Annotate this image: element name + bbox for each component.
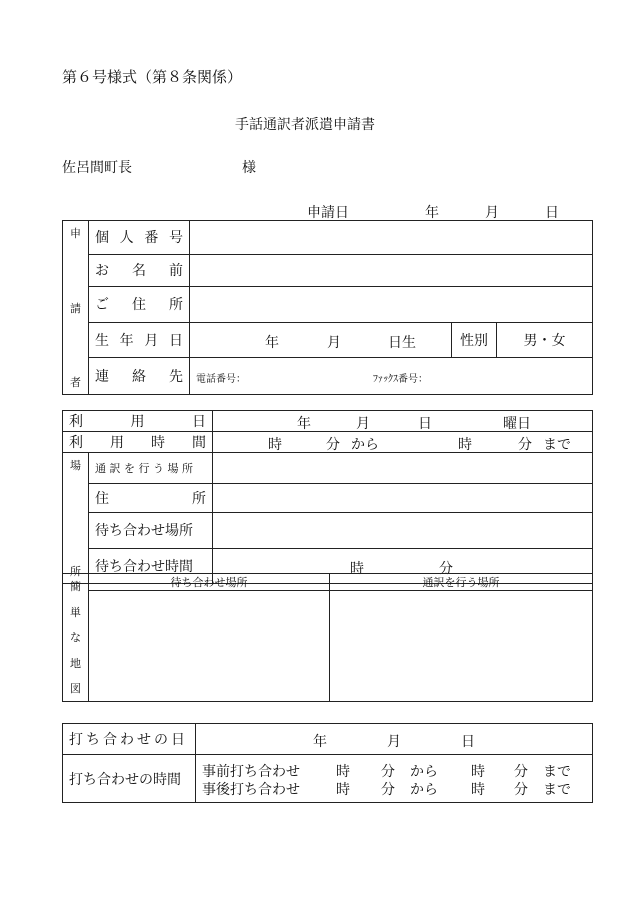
phone-label: 電話番号： — [196, 374, 246, 386]
name-label: お 名 前 — [89, 254, 190, 286]
map-interp-area[interactable] — [330, 591, 593, 702]
contact-label: 連 絡 先 — [89, 358, 190, 395]
application-date-month: 月 — [485, 205, 499, 221]
map-interp-header: 通訳を行う場所 — [330, 574, 593, 591]
honorific: 様 — [242, 160, 256, 176]
usage-date-field[interactable]: 年 月 日 曜日 — [213, 411, 593, 432]
applicant-side-label: 申 請 者 — [63, 221, 89, 395]
gender-options[interactable]: 男・女 — [497, 322, 593, 358]
usage-time-label: 利 用 時 間 — [63, 432, 213, 453]
personal-number-field[interactable] — [190, 221, 593, 255]
usage-time-field[interactable]: 時 分 から 時 分 まで — [213, 432, 593, 453]
personal-number-label: 個 人 番 号 — [89, 221, 190, 255]
map-meet-area[interactable] — [89, 591, 330, 702]
birthdate-label: 生 年 月 日 — [89, 322, 190, 358]
meet-time-field[interactable]: 時 分 — [213, 548, 593, 583]
post-briefing-label: 事後打ち合わせ — [202, 781, 300, 798]
address-field[interactable] — [190, 287, 593, 323]
meet-place-field[interactable] — [213, 513, 593, 548]
briefing-time-label: 打ち合わせの時間 — [63, 755, 196, 803]
name-field[interactable] — [190, 254, 593, 286]
fax-label: ﾌｧｯｸｽ番号： — [373, 374, 428, 386]
contact-field[interactable] — [190, 358, 593, 395]
briefing-date-field[interactable]: 年 月 日 — [196, 724, 593, 755]
briefing-table — [62, 723, 593, 803]
map-side-label: 簡 単 な 地 図 — [63, 574, 89, 702]
meet-place-label: 待ち合わせ場所 — [89, 513, 213, 548]
briefing-date-label: 打ち合わせの日 — [63, 724, 196, 755]
usage-date-label: 利 用 日 — [63, 411, 213, 432]
applicant-table — [62, 220, 593, 395]
application-date-label: 申請日 — [307, 205, 349, 221]
addressee: 佐呂間町長 — [62, 160, 132, 176]
gender-label: 性別 — [452, 322, 497, 358]
birthdate-field[interactable]: 年 月 日生 — [190, 322, 452, 358]
application-date-year: 年 — [425, 205, 439, 221]
address-label: ご 住 所 — [89, 287, 190, 323]
form-number: 第６号様式（第８条関係） — [62, 68, 243, 86]
application-date-day: 日 — [545, 205, 559, 221]
interp-place-field[interactable] — [213, 453, 593, 484]
place-address-label: 住 所 — [89, 484, 213, 513]
form-title: 手話通訳者派遣申請書 — [235, 117, 375, 133]
map-table — [62, 573, 593, 702]
meet-time-label: 待ち合わせ時間 — [89, 548, 213, 583]
usage-table — [62, 410, 593, 584]
map-meet-header: 待ち合わせ場所 — [89, 574, 330, 591]
briefing-time-field[interactable]: 事前打ち合わせ 時 分 から 時 分 まで 事後打ち合わせ 時 分 から 時 分 まで — [196, 755, 593, 803]
place-address-field[interactable] — [213, 484, 593, 513]
pre-briefing-label: 事前打ち合わせ — [202, 763, 300, 780]
interp-place-label: 通 訳 を 行 う 場 所 — [89, 453, 213, 484]
place-side-label: 場 所 — [63, 453, 89, 584]
